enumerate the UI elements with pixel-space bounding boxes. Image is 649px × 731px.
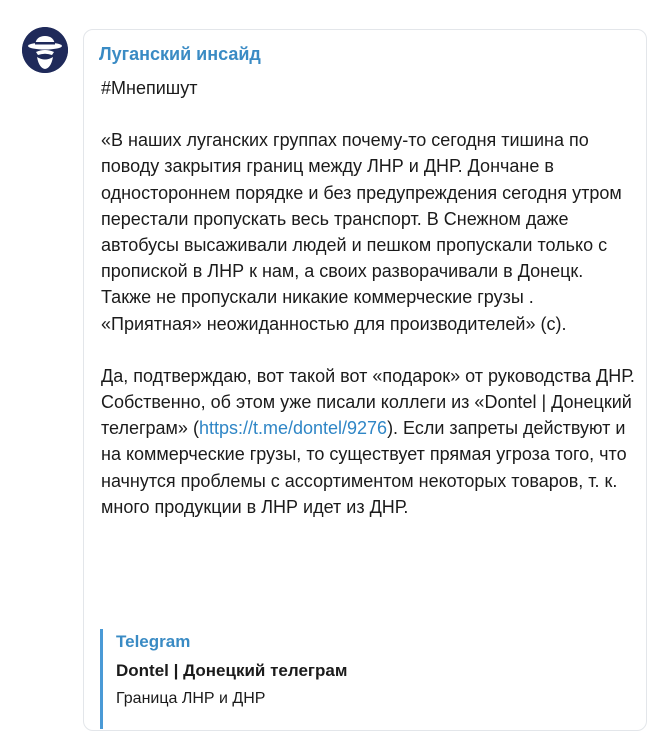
body-text-end: ). Если запреты действуют и на коммерческие грузы, то существует прямая угроза того, что начнутся проблемы с ассортиментом некоторых товаров, т. к. много продукции в ЛНР идет из ДНР. [101, 418, 627, 517]
message-text [101, 75, 636, 520]
quote-paragraph: «В наших луганских группах почему-то сегодня тишина по поводу закрытия границ между ЛНР и ДНР. Дончане в одностороннем порядке и без предупреждения сегодня утром перестали пропускать весь транспорт. В Снежном даже автобусы высаживали людей и пешком пропускали только с пропиской в ЛНР к нам, а своих разворачивали в Донецк. Также не пропускали никакие коммерческие грузы . «Приятная» неожиданностью для производителей» (с). [101, 130, 622, 334]
channel-avatar[interactable] [22, 27, 68, 73]
channel-name[interactable]: Луганский инсайд [99, 44, 261, 64]
body-text-start: Да, подтверждаю, вот такой вот «подарок» от руководства ДНР. Собственно, об этом уже писали коллеги из «Dontel | Донецкий телеграм» ( [101, 365, 635, 439]
message-bubble [83, 29, 647, 731]
preview-site-name: Telegram [116, 632, 191, 651]
body-paragraph [101, 363, 636, 520]
message-link[interactable]: https://t.me/dontel/9276 [198, 418, 388, 439]
hat-spy-icon [22, 27, 68, 73]
link-preview[interactable] [100, 629, 516, 729]
preview-description: Граница ЛНР и ДНР [116, 690, 266, 707]
hashtag[interactable]: #Мнепишут [101, 78, 198, 98]
preview-title: Dontel | Донецкий телеграм [116, 661, 348, 680]
